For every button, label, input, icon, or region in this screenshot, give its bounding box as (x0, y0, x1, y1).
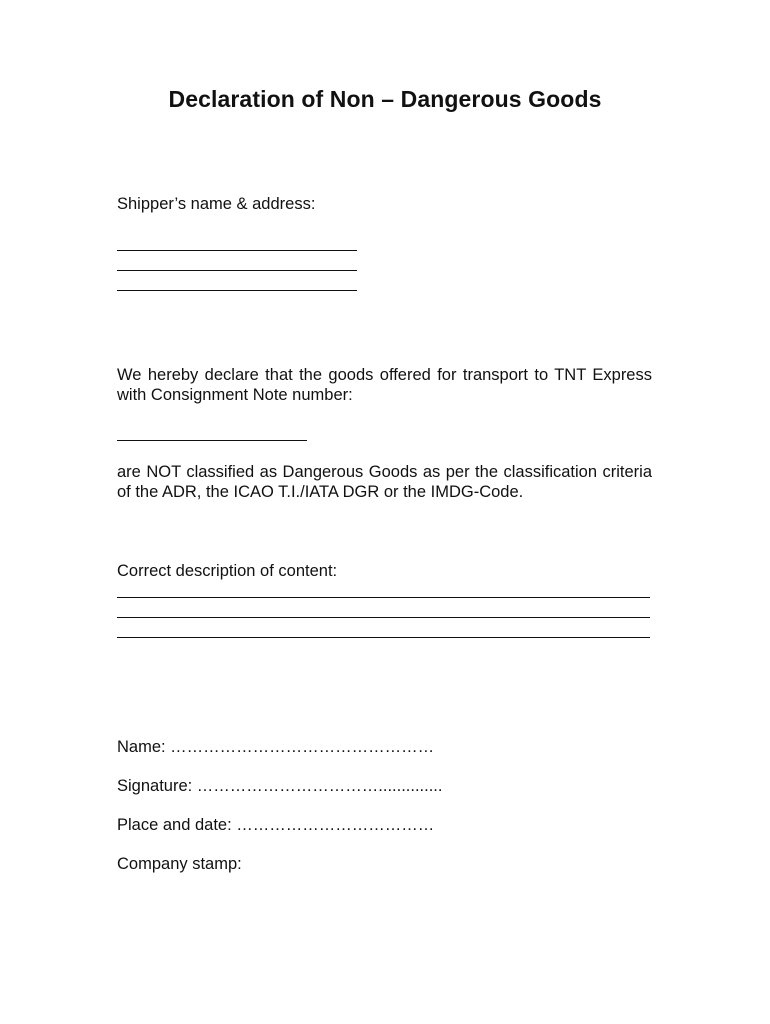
classification-text: are NOT classified as Dangerous Goods as per the classification criteria of the ADR, the ICAO T.I./IATA DGR or the IMDG-Code. (117, 463, 652, 501)
content-label: Correct description of content: (117, 562, 338, 580)
shipper-address-line-2[interactable] (117, 270, 357, 271)
content-description-line-3[interactable] (117, 637, 650, 638)
content-description-line-1[interactable] (117, 597, 650, 598)
consignment-number-line[interactable] (117, 440, 307, 441)
place-date-field[interactable]: Place and date: ……………………………… (117, 816, 435, 834)
company-stamp-label: Company stamp: (117, 855, 242, 873)
document-title: Declaration of Non – Dangerous Goods (168, 86, 602, 112)
content-description-line-2[interactable] (117, 617, 650, 618)
shipper-address-line-3[interactable] (117, 290, 357, 291)
name-field[interactable]: Name: ………………………………………… (117, 738, 435, 756)
shipper-address-line-1[interactable] (117, 250, 357, 251)
signature-field[interactable]: Signature: …………………………….............. (117, 777, 443, 795)
shipper-label: Shipper’s name & address: (117, 195, 316, 213)
declaration-text: We hereby declare that the goods offered for transport to TNT Express with Consignment Note number: (117, 366, 652, 404)
